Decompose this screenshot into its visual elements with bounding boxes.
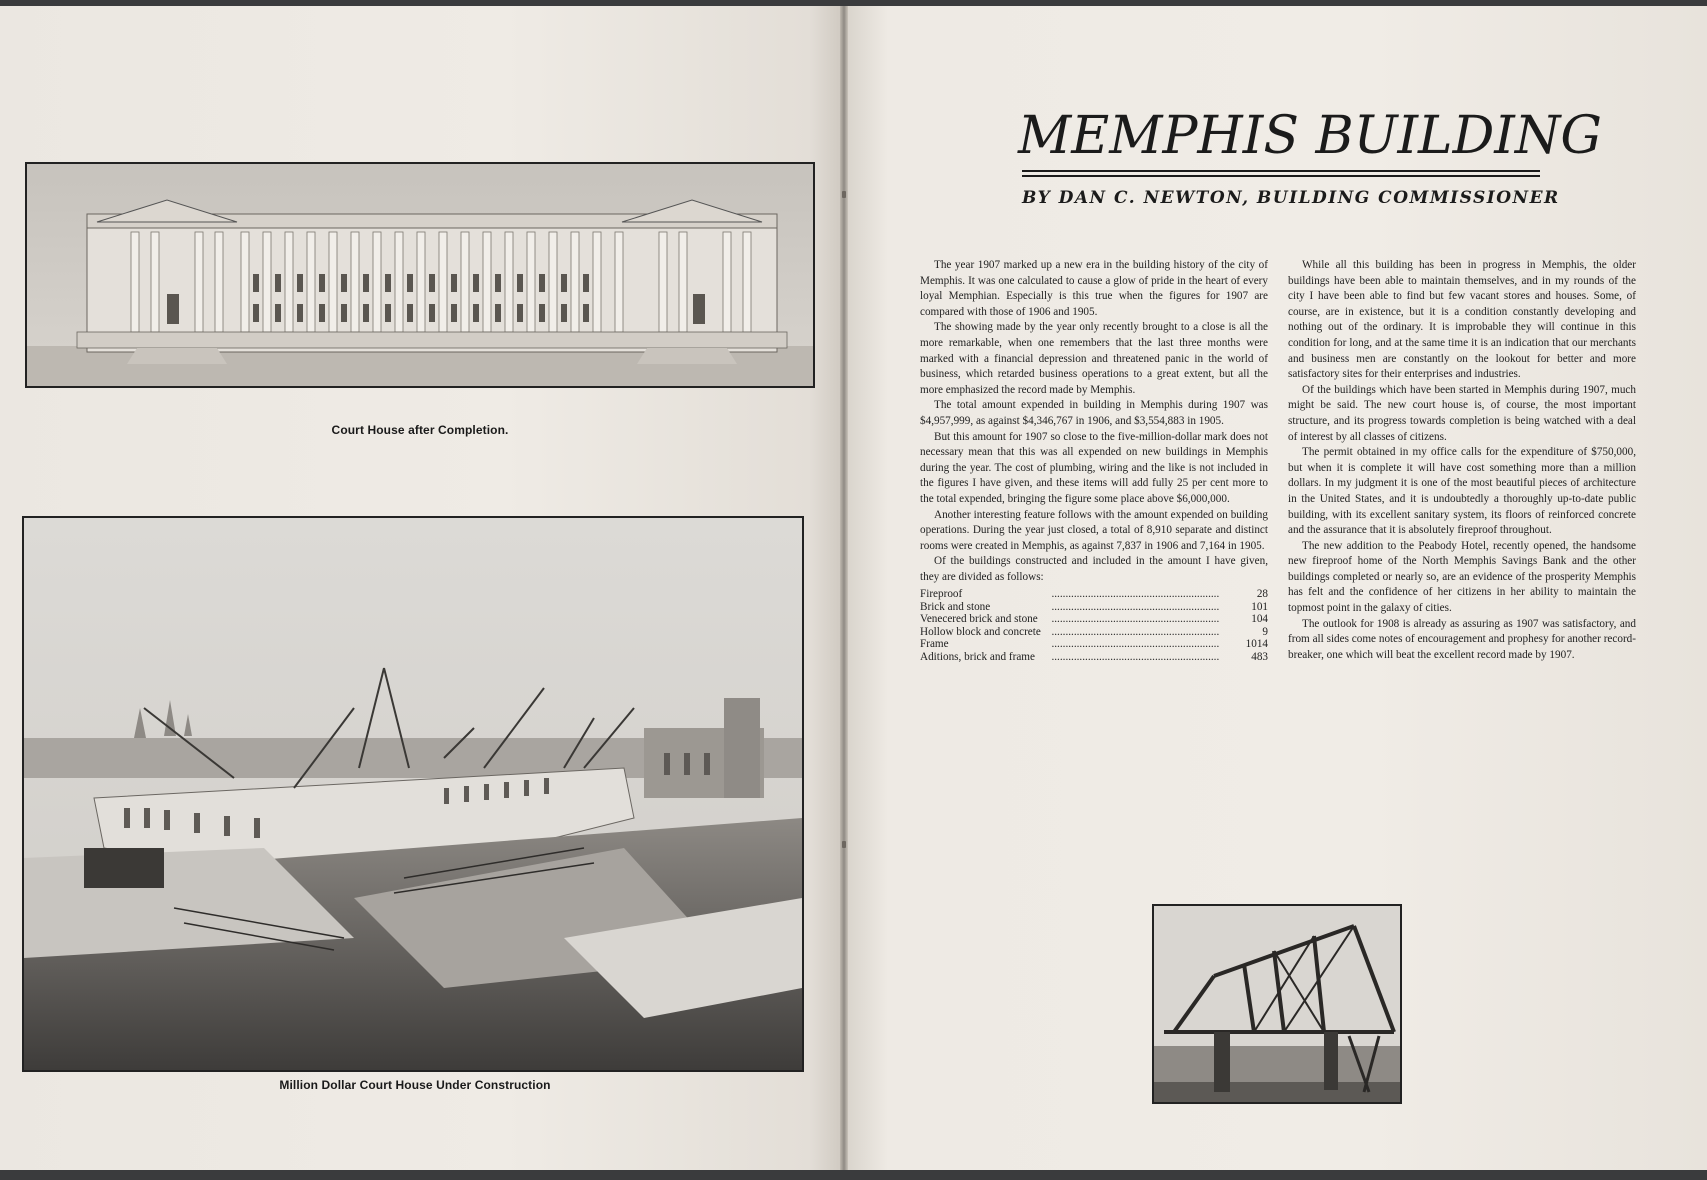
figure-caption: Million Dollar Court House Under Construction: [279, 1078, 551, 1092]
row-value: 1014: [1245, 638, 1268, 651]
leader-dots: ............................................................: [1051, 613, 1220, 626]
row-value: 104: [1251, 613, 1268, 626]
article-column-2: [1288, 258, 1636, 663]
table-row: [920, 626, 1268, 638]
table-row: [920, 588, 1268, 600]
construction-scene: [24, 518, 802, 1070]
court-house-illustration: [27, 164, 813, 386]
court-house-drawing: [25, 162, 815, 388]
row-label: Fireproof: [920, 588, 963, 601]
staple: [842, 191, 846, 198]
paragraph: The permit obtained in my office calls for the expenditure of $750,000, but when it is complete it will have cost something more than a million dollars. In my judgment it is one of the most beautiful pieces of architecture in the United States, and it is undoubtedly a thoroughly up-to-date public building, with its excellent sanitary system, its floors of reinforced concrete and the assurance that it is absolutely fireproof throughout.: [1288, 446, 1636, 537]
paragraph: While all this building has been in progress in Memphis, the older buildings have been able to maintain themselves, and in my rounds of the city I have been able to find but few vacant stores and houses. Some, of course, are in existence, but it is a condition constantly developing and nothing out of the ordinary. It is improbable they will continue in this condition for long, and at the same time it is an indication that our merchants and business men are constantly on the lookout for better and more satisfactory sites for their enterprises and industries.: [1288, 259, 1636, 381]
row-label: Aditions, brick and frame: [920, 650, 1035, 663]
paragraph: Of the buildings which have been started in Memphis during 1907, much might be said. The new court house is, of course, the most important structure, and its progress towards completion is being watched with a deal of interest by all classes of citizens.: [1288, 383, 1636, 443]
leader-dots: ............................................................: [1051, 638, 1220, 651]
paragraph: The new addition to the Peabody Hotel, recently opened, the handsome new fireproof home of the North Memphis Savings Bank and the other buildings completed or nearly so, are an evidence of the prosperity Memphis has felt and the confidence of her citizens in her ability to maintain the topmost point in the galaxy of cities.: [1288, 539, 1636, 615]
magazine-spread: [0, 6, 1707, 1170]
article-title: MEMPHIS BUILDING: [1018, 106, 1602, 166]
leader-dots: ............................................................: [1051, 600, 1220, 613]
binding-gutter: [840, 6, 848, 1170]
paragraph: But this amount for 1907 so close to the five-million-dollar mark does not necessary mean that this was all expended on new buildings in Memphis during the year. The cost of plumbing, wiring and the like is not included in the figures I have given, and these items will add fully 25 per cent more to the total expended, bringing the figure some place above $6,000,000.: [920, 430, 1268, 505]
row-label: Frame: [920, 638, 949, 651]
figure-caption: Court House after Completion.: [331, 423, 509, 437]
row-value: 483: [1251, 650, 1268, 663]
row-value: 101: [1251, 600, 1268, 613]
paragraph: The total amount expended in building in Memphis during 1907 was $4,957,999, as against $4,346,767 in 1906, and $3,554,883 in 1905.: [920, 399, 1268, 427]
table-row: [920, 638, 1268, 650]
row-value: 9: [1262, 625, 1268, 638]
building-types-table: [920, 588, 1268, 662]
paragraph: Another interesting feature follows with the amount expended on building operations. During the year just closed, a total of 8,910 separate and distinct rooms were created in Memphis, as against 7,837 in 1906 and 7,164 in 1905.: [920, 508, 1268, 552]
staple: [842, 841, 846, 848]
row-label: Venecered brick and stone: [920, 613, 1038, 626]
paragraph: The outlook for 1908 is already as assuring as 1907 was satisfactory, and from all sides come notes of encouragement and prophesy for another record-breaker, one which will beat the excellent record made by 1907.: [1288, 617, 1636, 661]
row-label: Brick and stone: [920, 600, 991, 613]
table-row: [920, 651, 1268, 663]
row-value: 28: [1256, 588, 1268, 601]
row-label: Hollow block and concrete: [920, 625, 1041, 638]
leader-dots: ............................................................: [1051, 650, 1220, 663]
article-byline: BY DAN C. NEWTON, BUILDING COMMISSIONER: [1022, 188, 1560, 208]
article-column-1: [920, 258, 1268, 663]
leader-dots: ............................................................: [1051, 588, 1220, 601]
paragraph: Of the buildings constructed and included in the amount I have given, they are divided as follows:: [920, 555, 1268, 583]
paragraph: The showing made by the year only recently brought to a close is all the more remarkable, when one remembers that the last three months were marked with a financial depression and threatened panic in the world of business, which retarded business operations to a great extent, but all the more emphasized the record made by Memphis.: [920, 321, 1268, 396]
table-row: [920, 613, 1268, 625]
table-row: [920, 601, 1268, 613]
leader-dots: ............................................................: [1051, 625, 1220, 638]
bridge-photo: [1152, 904, 1402, 1104]
paragraph: The year 1907 marked up a new era in the building history of the city of Memphis. It was one calculated to cause a glow of pride in the heart of every loyal Memphian. Especially is this true when the figures for 1907 are compared with those of 1906 and 1905.: [920, 259, 1268, 318]
title-double-rule: [1022, 170, 1540, 177]
court-house-construction-photo: [22, 516, 804, 1072]
bridge-illustration: [1154, 906, 1400, 1102]
